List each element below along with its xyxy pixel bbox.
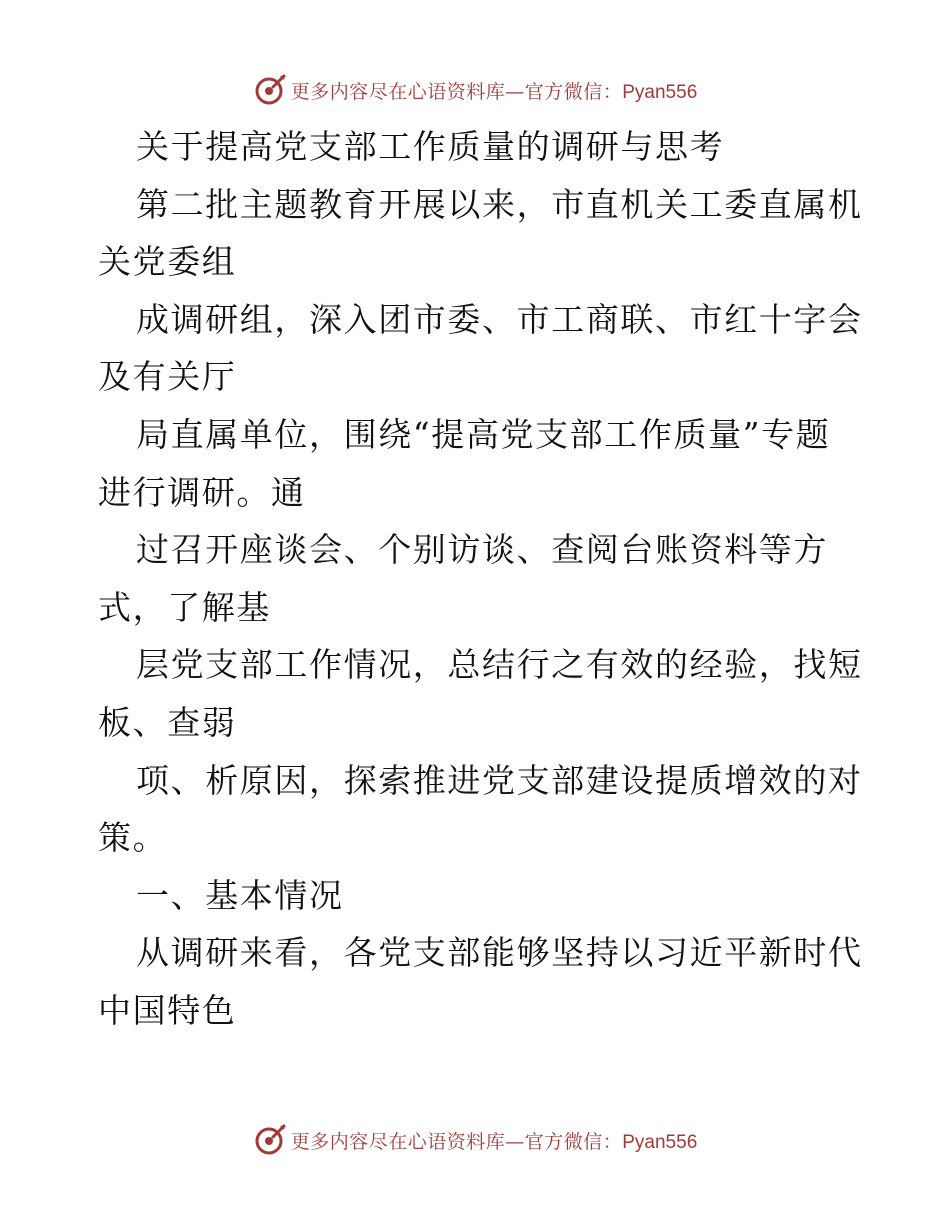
wechat-id: Pyan556 xyxy=(622,1131,698,1153)
brush-logo-icon xyxy=(253,73,287,107)
section-heading: 一、基本情况 xyxy=(136,875,344,915)
footer-watermark xyxy=(0,1120,950,1160)
text-line: 关党委组 xyxy=(98,242,237,282)
header-watermark xyxy=(0,70,950,110)
text-line: 成调研组，深入团市委、市工商联、市红十字会 xyxy=(136,299,863,339)
text-line: 项、析原因，探索推进党支部建设提质增效的对 xyxy=(136,760,863,800)
text-line: 及有关厅 xyxy=(98,357,237,397)
text-line: 局直属单位，围绕“提高党支部工作质量”专题 xyxy=(136,414,831,454)
text-line: 策。 xyxy=(98,818,168,858)
text-line: 式，了解基 xyxy=(98,587,271,627)
document-body xyxy=(98,118,863,1040)
text-line: 过召开座谈会、个别访谈、查阅台账资料等方 xyxy=(136,530,828,570)
watermark-text: 更多内容尽在心语资料库—官方微信：Pyan556 xyxy=(290,1130,698,1153)
text-line: 第二批主题教育开展以来，市直机关工委直属机 xyxy=(136,184,863,224)
text-line: 层党支部工作情况，总结行之有效的经验，找短 xyxy=(136,645,863,685)
text-line: 中国特色 xyxy=(98,990,237,1030)
document-title: 关于提高党支部工作质量的调研与思考 xyxy=(136,127,725,166)
watermark-text: 更多内容尽在心语资料库—官方微信：Pyan556 xyxy=(290,80,698,103)
brush-logo-icon xyxy=(253,1123,287,1157)
text-line: 从调研来看，各党支部能够坚持以习近平新时代 xyxy=(136,933,863,973)
text-line: 进行调研。通 xyxy=(98,472,306,512)
text-line: 板、查弱 xyxy=(98,702,237,742)
wechat-id: Pyan556 xyxy=(622,81,698,103)
